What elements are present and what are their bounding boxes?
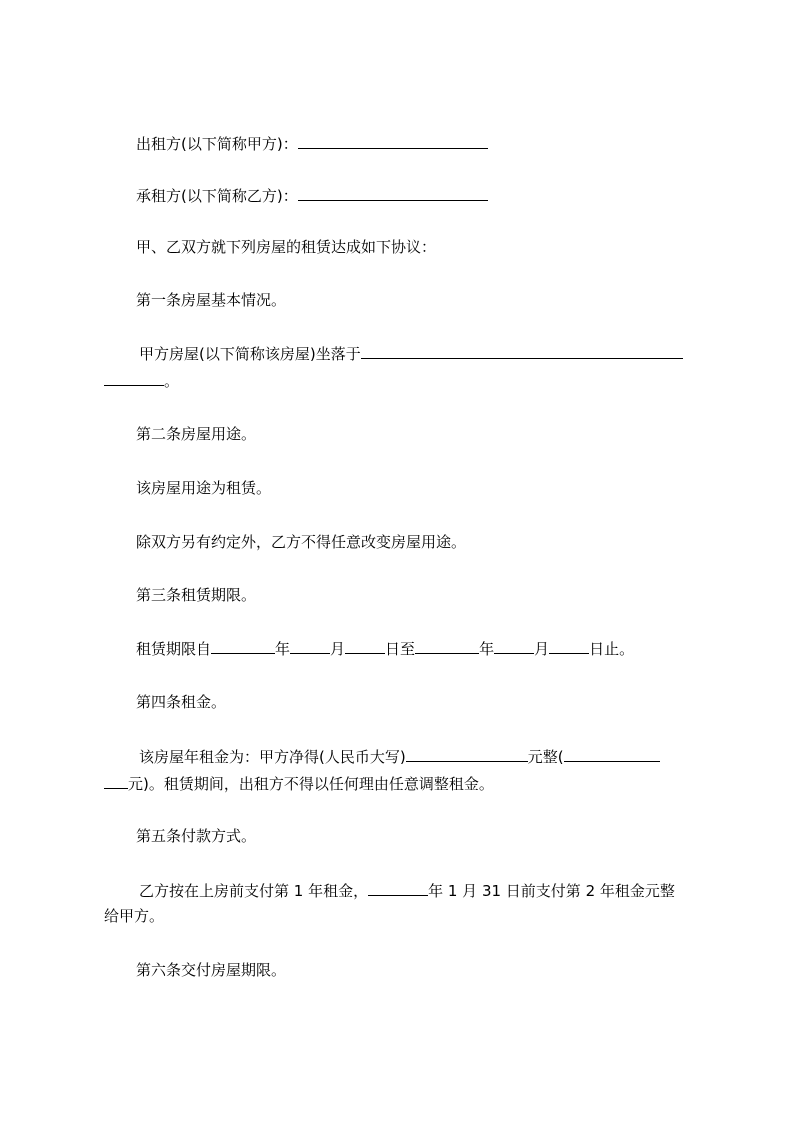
end-day-label: 日止。 (589, 640, 635, 658)
payment-line-2: 给甲方。 (104, 907, 165, 925)
lessee-label: 承租方(以下简称乙方)： (136, 187, 298, 205)
article-1-heading: 第一条房屋基本情况。 (136, 291, 287, 309)
usage-statement: 该房屋用途为租赁。 (136, 479, 272, 497)
rent-amount-blank (564, 746, 660, 762)
property-location-end: 。 (164, 372, 180, 390)
article-6-heading: 第六条交付房屋期限。 (136, 961, 287, 979)
lease-term-line (136, 638, 634, 659)
rent-clause: 元)。租赁期间，出租方不得以任何理由任意调整租金。 (128, 775, 494, 793)
payment-line (139, 880, 675, 901)
rent-yuan-label: 元整( (527, 748, 564, 766)
property-location-line (139, 343, 683, 364)
start-year-label: 年 (275, 640, 291, 658)
payment-second: 年 1 月 31 日前支付第 2 年租金元整 (428, 882, 675, 900)
article-5-heading: 第五条付款方式。 (136, 827, 257, 845)
end-year-label: 年 (479, 640, 495, 658)
property-location-line-2 (104, 370, 179, 391)
start-day-blank (345, 638, 385, 654)
end-day-blank (549, 638, 589, 654)
article-4-heading: 第四条租金。 (136, 693, 227, 711)
rent-line (139, 746, 660, 767)
property-location-blank (361, 343, 683, 359)
lease-term-from: 租赁期限自 (136, 640, 212, 658)
usage-restriction: 除双方另有约定外，乙方不得任意改变房屋用途。 (136, 533, 467, 551)
payment-year-blank (368, 880, 428, 896)
lessee-line (136, 185, 488, 206)
start-month-blank (290, 638, 330, 654)
lessor-label: 出租方(以下简称甲方)： (136, 135, 298, 153)
end-year-blank (415, 638, 479, 654)
lessee-blank (298, 185, 488, 201)
agreement-intro: 甲、乙双方就下列房屋的租赁达成如下协议： (136, 238, 437, 256)
start-year-blank (211, 638, 275, 654)
lessor-line (136, 133, 488, 154)
start-day-label: 日至 (385, 640, 416, 658)
rent-amount-blank-2 (104, 773, 128, 789)
property-location-blank-2 (104, 370, 164, 386)
end-month-blank (494, 638, 534, 654)
payment-first: 乙方按在上房前支付第 1 年租金， (139, 882, 369, 900)
rent-line-2 (104, 773, 494, 794)
lessor-blank (298, 133, 488, 149)
article-3-heading: 第三条租赁期限。 (136, 586, 257, 604)
rent-label: 该房屋年租金为：甲方净得(人民币大写) (139, 748, 406, 766)
start-month-label: 月 (330, 640, 346, 658)
property-location-label: 甲方房屋(以下简称该房屋)坐落于 (139, 345, 361, 363)
article-2-heading: 第二条房屋用途。 (136, 425, 257, 443)
end-month-label: 月 (534, 640, 550, 658)
rent-uppercase-blank (406, 746, 528, 762)
